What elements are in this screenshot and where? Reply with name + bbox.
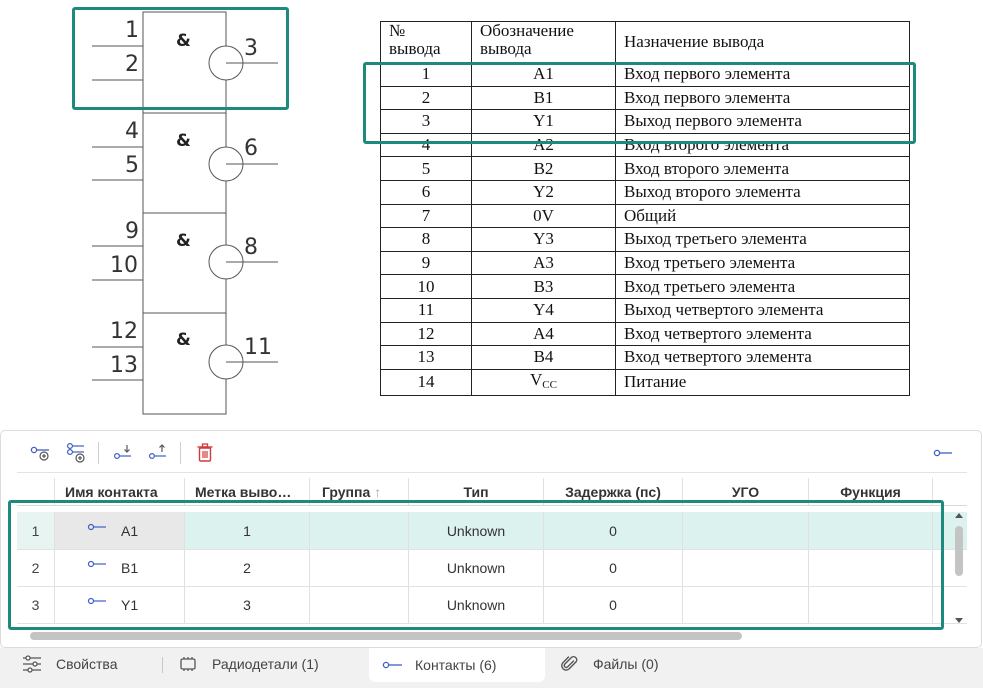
add-contact-group-button[interactable] xyxy=(63,441,89,465)
contact-icon xyxy=(87,596,107,606)
column-header-name[interactable]: Имя контакта xyxy=(55,478,185,505)
pin-row: 10 B3 Вход третьего элемента xyxy=(381,275,910,299)
pin-row: 5 B2 Вход второго элемента xyxy=(381,157,910,181)
gate-3-in1: 9 xyxy=(125,219,139,244)
contact-icon xyxy=(932,446,954,460)
pin-row: 4 A2 Вход второго элемента xyxy=(381,133,910,157)
table-row[interactable]: 1 A1 1 Unknown 0 xyxy=(17,512,967,550)
column-header-function[interactable]: Функция xyxy=(809,478,933,505)
gate-4-in2: 13 xyxy=(110,353,138,378)
move-up-icon xyxy=(147,443,169,463)
toolbar-separator xyxy=(180,442,181,464)
pin-row: 2 B1 Вход первого элемента xyxy=(381,86,910,110)
pin-row: 7 0V Общий xyxy=(381,204,910,228)
tab-files[interactable]: Файлы (0) xyxy=(561,648,711,680)
pin-row: 1 A1 Вход первого элемента xyxy=(381,63,910,87)
pin-table-header xyxy=(381,22,910,63)
delete-button[interactable] xyxy=(192,441,218,465)
contact-view-button[interactable] xyxy=(930,441,956,465)
header-pin-number: № вывода xyxy=(381,22,472,63)
scroll-down-arrow-icon[interactable] xyxy=(955,618,963,623)
tab-components[interactable]: Радиодетали (1) xyxy=(178,648,358,680)
pin-row: 3 Y1 Выход первого элемента xyxy=(381,110,910,134)
gate-1-out: 3 xyxy=(244,36,258,61)
gate-1-in1: 1 xyxy=(125,18,139,43)
pin-row: 9 A3 Вход третьего элемента xyxy=(381,251,910,275)
toolbar-divider xyxy=(17,472,967,473)
gate-2-in1: 4 xyxy=(125,119,139,144)
contact-icon xyxy=(87,522,107,532)
gate-4-in1: 12 xyxy=(110,319,138,344)
column-header-label[interactable]: Метка выво… xyxy=(185,478,310,505)
contact-name-cell[interactable]: A1 xyxy=(55,512,185,549)
chip-icon xyxy=(178,656,198,672)
move-up-button[interactable] xyxy=(145,441,171,465)
move-down-button[interactable] xyxy=(110,441,136,465)
pin-row: 13 B4 Вход четвертого элемента xyxy=(381,346,910,370)
gate-3-in2: 10 xyxy=(110,253,138,278)
gate-1-in2: 2 xyxy=(125,52,139,77)
contact-icon xyxy=(382,659,404,671)
gate-2-out: 6 xyxy=(244,136,258,161)
gate-2-in2: 5 xyxy=(125,153,139,178)
pin-row: 6 Y2 Выход второго элемента xyxy=(381,180,910,204)
scroll-up-arrow-icon[interactable] xyxy=(955,513,963,518)
pin-row: 8 Y3 Выход третьего элемента xyxy=(381,228,910,252)
tab-separator xyxy=(162,657,163,673)
paperclip-icon xyxy=(561,655,579,673)
toolbar-separator xyxy=(98,442,99,464)
contacts-grid xyxy=(17,478,967,628)
pin-row-power: 14 $V_{CC}$ Питание xyxy=(381,369,910,395)
gate-1-symbol: & xyxy=(176,31,191,51)
header-designation: Обозначение вывода xyxy=(472,22,616,63)
gate-3-symbol: & xyxy=(176,231,191,251)
contact-name-cell[interactable]: B1 xyxy=(55,549,185,586)
gate-4-symbol: & xyxy=(176,330,191,350)
tab-properties[interactable]: Свойства xyxy=(22,648,162,680)
pin-row: 12 A4 Вход четвертого элемента xyxy=(381,322,910,346)
contact-icon xyxy=(87,559,107,569)
gate-4-out: 11 xyxy=(244,335,272,360)
header-purpose: Назначение вывода xyxy=(616,22,910,63)
table-row[interactable]: 2 B1 2 Unknown 0 xyxy=(17,549,967,587)
add-contact-button[interactable] xyxy=(27,441,53,465)
horizontal-scroll-thumb[interactable] xyxy=(30,632,742,640)
pin-row: 11 Y4 Выход четвертого элемента xyxy=(381,298,910,322)
header-index xyxy=(17,478,55,505)
tab-contacts[interactable]: Контакты (6) xyxy=(369,648,545,682)
contacts-panel xyxy=(0,430,982,648)
table-rows-highlight xyxy=(363,62,916,144)
gate-3-out: 8 xyxy=(244,235,258,260)
column-header-type[interactable]: Тип xyxy=(409,478,544,505)
table-row[interactable]: 3 Y1 3 Unknown 0 xyxy=(17,586,967,624)
gate-1-highlight xyxy=(72,7,289,110)
delete-icon xyxy=(196,443,214,463)
column-header-delay[interactable]: Задержка (пс) xyxy=(544,478,683,505)
column-header-ugo[interactable]: УГО xyxy=(683,478,809,505)
gate-2-symbol: & xyxy=(176,131,191,151)
grid-header xyxy=(17,478,967,506)
move-down-icon xyxy=(112,443,134,463)
column-header-group[interactable]: Группа ↑ xyxy=(310,478,409,505)
add-contact-group-icon xyxy=(65,442,87,464)
sort-ascending-icon: ↑ xyxy=(374,483,382,500)
sliders-icon xyxy=(22,655,42,673)
vertical-scroll-thumb[interactable] xyxy=(955,526,963,576)
contact-name-cell[interactable]: Y1 xyxy=(55,586,185,623)
bottom-tab-bar xyxy=(0,648,983,688)
vertical-scrollbar[interactable] xyxy=(952,512,966,624)
add-contact-icon xyxy=(29,443,51,463)
